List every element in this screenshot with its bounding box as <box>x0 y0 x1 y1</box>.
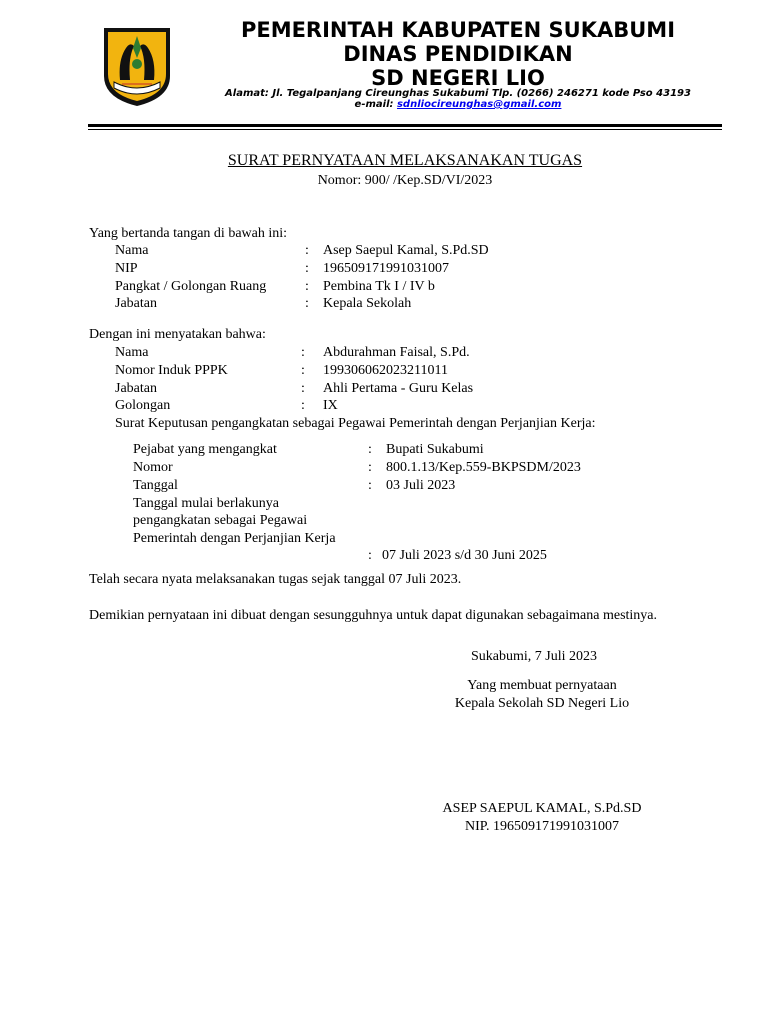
colon: : <box>301 363 305 378</box>
sk-label: Tanggal <box>133 478 178 493</box>
sk-value: 03 Juli 2023 <box>386 478 456 493</box>
colon: : <box>305 243 309 258</box>
intro-signer: Yang bertanda tangan di bawah ini: <box>89 226 288 241</box>
signature-position: Kepala Sekolah SD Negeri Lio <box>454 696 630 711</box>
employee-value: 199306062023211011 <box>323 363 448 378</box>
sk-value: 800.1.13/Kep.559-BKPSDM/2023 <box>386 460 581 475</box>
employee-value: Abdurahman Faisal, S.Pd. <box>323 345 470 360</box>
colon: : <box>368 548 372 563</box>
signer-label: Nama <box>115 243 149 258</box>
colon: : <box>305 261 309 276</box>
kabupaten-emblem-icon <box>100 24 174 108</box>
sk-label: Nomor <box>133 460 173 475</box>
colon: : <box>368 442 372 457</box>
place-date: Sukabumi, 7 Juli 2023 <box>471 649 598 664</box>
statement-paragraph: Telah secara nyata melaksanakan tugas sejak tanggal 07 Juli 2023. <box>89 572 462 587</box>
signer-label: NIP <box>115 261 138 276</box>
signer-value: Kepala Sekolah <box>323 296 412 311</box>
colon: : <box>301 345 305 360</box>
signer-name: ASEP SAEPUL KAMAL, S.Pd.SD <box>442 801 642 816</box>
intro-statement: Dengan ini menyatakan bahwa: <box>89 327 266 342</box>
signer-label: Pangkat / Golongan Ruang <box>115 279 267 294</box>
colon: : <box>305 279 309 294</box>
sk-long-label: Tanggal mulai berlakunya <box>133 496 279 511</box>
document-title: SURAT PERNYATAAN MELAKSANAKAN TUGAS <box>227 152 583 169</box>
letterhead-address: Alamat: Jl. Tegalpanjang Cireunghas Sukabumi Tlp. (0266) 246271 kode Pso 43193 <box>225 88 691 99</box>
closing-paragraph: Demikian pernyataan ini dibuat dengan sesungguhnya untuk dapat digunakan sebagaimana mestinya. <box>89 608 658 623</box>
colon: : <box>368 478 372 493</box>
letterhead-divider-thick <box>88 124 722 127</box>
employee-label: Jabatan <box>115 381 157 396</box>
employee-label: Nomor Induk PPPK <box>115 363 228 378</box>
signer-label: Jabatan <box>115 296 157 311</box>
colon: : <box>301 381 305 396</box>
sk-label: Pejabat yang mengangkat <box>133 442 277 457</box>
email-link[interactable]: sdnliocireunghas@gmail.com <box>396 99 562 110</box>
employee-value: IX <box>323 398 338 413</box>
colon: : <box>368 460 372 475</box>
employee-value: Ahli Pertama - Guru Kelas <box>323 381 474 396</box>
employee-label: Golongan <box>115 398 171 413</box>
letterhead-line1: PEMERINTAH KABUPATEN SUKABUMI <box>240 18 676 42</box>
letterhead-line3: SD NEGERI LIO <box>371 66 545 90</box>
letterhead-line2: DINAS PENDIDIKAN <box>343 42 573 66</box>
signer-value: 196509171991031007 <box>323 261 449 276</box>
sk-value: Bupati Sukabumi <box>386 442 484 457</box>
colon: : <box>305 296 309 311</box>
letterhead-divider-thin <box>88 129 722 130</box>
signer-value: Pembina Tk I / IV b <box>323 279 435 294</box>
sk-intro: Surat Keputusan pengangkatan sebagai Pegawai Pemerintah dengan Perjanjian Kerja: <box>115 416 596 431</box>
colon: : <box>301 398 305 413</box>
employee-label: Nama <box>115 345 149 360</box>
letterhead-email-row <box>222 99 694 111</box>
sk-long-label: pengangkatan sebagai Pegawai <box>133 513 308 528</box>
sk-long-label: Pemerintah dengan Perjanjian Kerja <box>133 531 336 546</box>
signer-value: Asep Saepul Kamal, S.Pd.SD <box>323 243 489 258</box>
email-label: e-mail: <box>354 99 397 110</box>
signer-nip: NIP. 196509171991031007 <box>464 819 619 834</box>
document-number: Nomor: 900/ /Kep.SD/VI/2023 <box>317 173 493 188</box>
signature-caption: Yang membuat pernyataan <box>467 678 617 693</box>
sk-long-value: 07 Juli 2023 s/d 30 Juni 2025 <box>382 548 547 563</box>
